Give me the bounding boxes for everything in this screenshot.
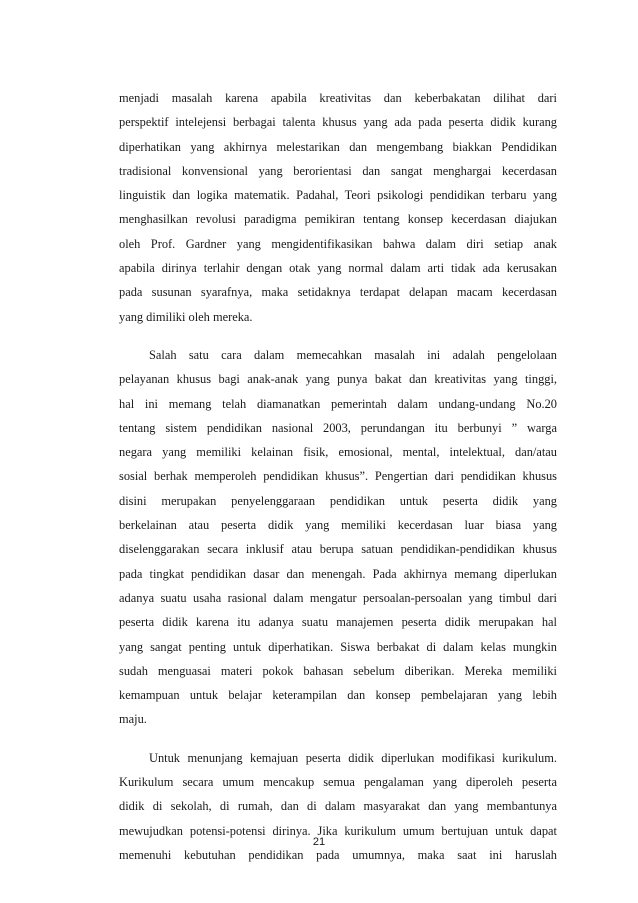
text-line: maju.	[119, 712, 147, 727]
text-line: Untuk menunjang kemajuan peserta didik diperlukan modifikasi kurikulum.	[149, 750, 557, 765]
text-line: perspektif intelejensi berbagai talenta khusus yang ada pada peserta didik kurang	[119, 115, 557, 130]
text-line: hal ini memang telah diamanatkan pemerintah dalam undang-undang No.20	[119, 396, 557, 411]
body-text	[119, 86, 557, 867]
text-line: diselenggarakan secara inklusif atau berupa satuan pendidikan-pendidikan khusus	[119, 542, 557, 557]
text-line: berkelainan atau peserta didik yang memiliki kecerdasan luar biasa yang	[119, 518, 557, 533]
text-line: tradisional konvensional yang berorientasi dan sangat menghargai kecerdasan	[119, 163, 557, 178]
text-line: kemampuan untuk belajar keterampilan dan konsep pembelajaran yang lebih	[119, 688, 557, 703]
text-line: Kurikulum secara umum mencakup semua pengalaman yang diperoleh peserta	[119, 775, 557, 790]
text-line: apabila dirinya terlahir dengan otak yang normal dalam arti tidak ada kerusakan	[119, 261, 557, 276]
text-line: oleh Prof. Gardner yang mengidentifikasikan bahwa dalam diri setiap anak	[119, 236, 557, 251]
text-line: pada tingkat pendidikan dasar dan menengah. Pada akhirnya memang diperlukan	[119, 566, 557, 581]
paragraph-2	[119, 343, 557, 732]
text-line: disini merupakan penyelenggaraan pendidikan untuk peserta didik yang	[119, 493, 557, 508]
text-line: adanya suatu usaha rasional dalam mengatur persoalan-persoalan yang timbul dari	[119, 590, 557, 605]
text-line: Salah satu cara dalam memecahkan masalah ini adalah pengelolaan	[149, 347, 557, 362]
text-line: peserta didik karena itu adanya suatu manajemen peserta didik merupakan hal	[119, 615, 557, 630]
text-line: sosial berhak memperoleh pendidikan khusus”. Pengertian dari pendidikan khusus	[119, 469, 557, 484]
paragraph-3	[119, 746, 557, 867]
text-line: yang sangat penting untuk diperhatikan. Siswa berbakat di dalam kelas mungkin	[119, 639, 557, 654]
text-line: tentang sistem pendidikan nasional 2003, perundangan itu berbunyi ” warga	[119, 420, 557, 435]
page-number: 21	[312, 836, 326, 848]
text-line: pada susunan syarafnya, maka setidaknya terdapat delapan macam kecerdasan	[119, 285, 557, 300]
text-line: didik di sekolah, di rumah, dan di dalam masyarakat dan yang membantunya	[119, 799, 557, 814]
text-line: sudah menguasai materi pokok bahasan sebelum diberikan. Mereka memiliki	[119, 663, 557, 678]
text-line: yang dimiliki oleh mereka.	[119, 309, 253, 324]
paragraph-1	[119, 86, 557, 329]
text-line: mewujudkan potensi-potensi dirinya. Jika kurikulum umum bertujuan untuk dapat	[119, 823, 557, 838]
text-line: menghasilkan revolusi paradigma pemikiran tentang konsep kecerdasan diajukan	[119, 212, 557, 227]
paragraph-gap	[119, 732, 557, 746]
text-line: menjadi masalah karena apabila kreativitas dan keberbakatan dilihat dari	[119, 91, 557, 105]
text-line: negara yang memiliki kelainan fisik, emosional, mental, intelektual, dan/atau	[119, 445, 557, 460]
paragraph-gap	[119, 329, 557, 343]
text-line: diperhatikan yang akhirnya melestarikan dan mengembang biakkan Pendidikan	[119, 139, 557, 154]
text-line: pelayanan khusus bagi anak-anak yang punya bakat dan kreativitas yang tinggi,	[119, 372, 557, 387]
text-line: linguistik dan logika matematik. Padahal, Teori psikologi pendidikan terbaru yang	[119, 188, 557, 203]
text-line: memenuhi kebutuhan pendidikan pada umumnya, maka saat ini haruslah	[119, 847, 557, 862]
